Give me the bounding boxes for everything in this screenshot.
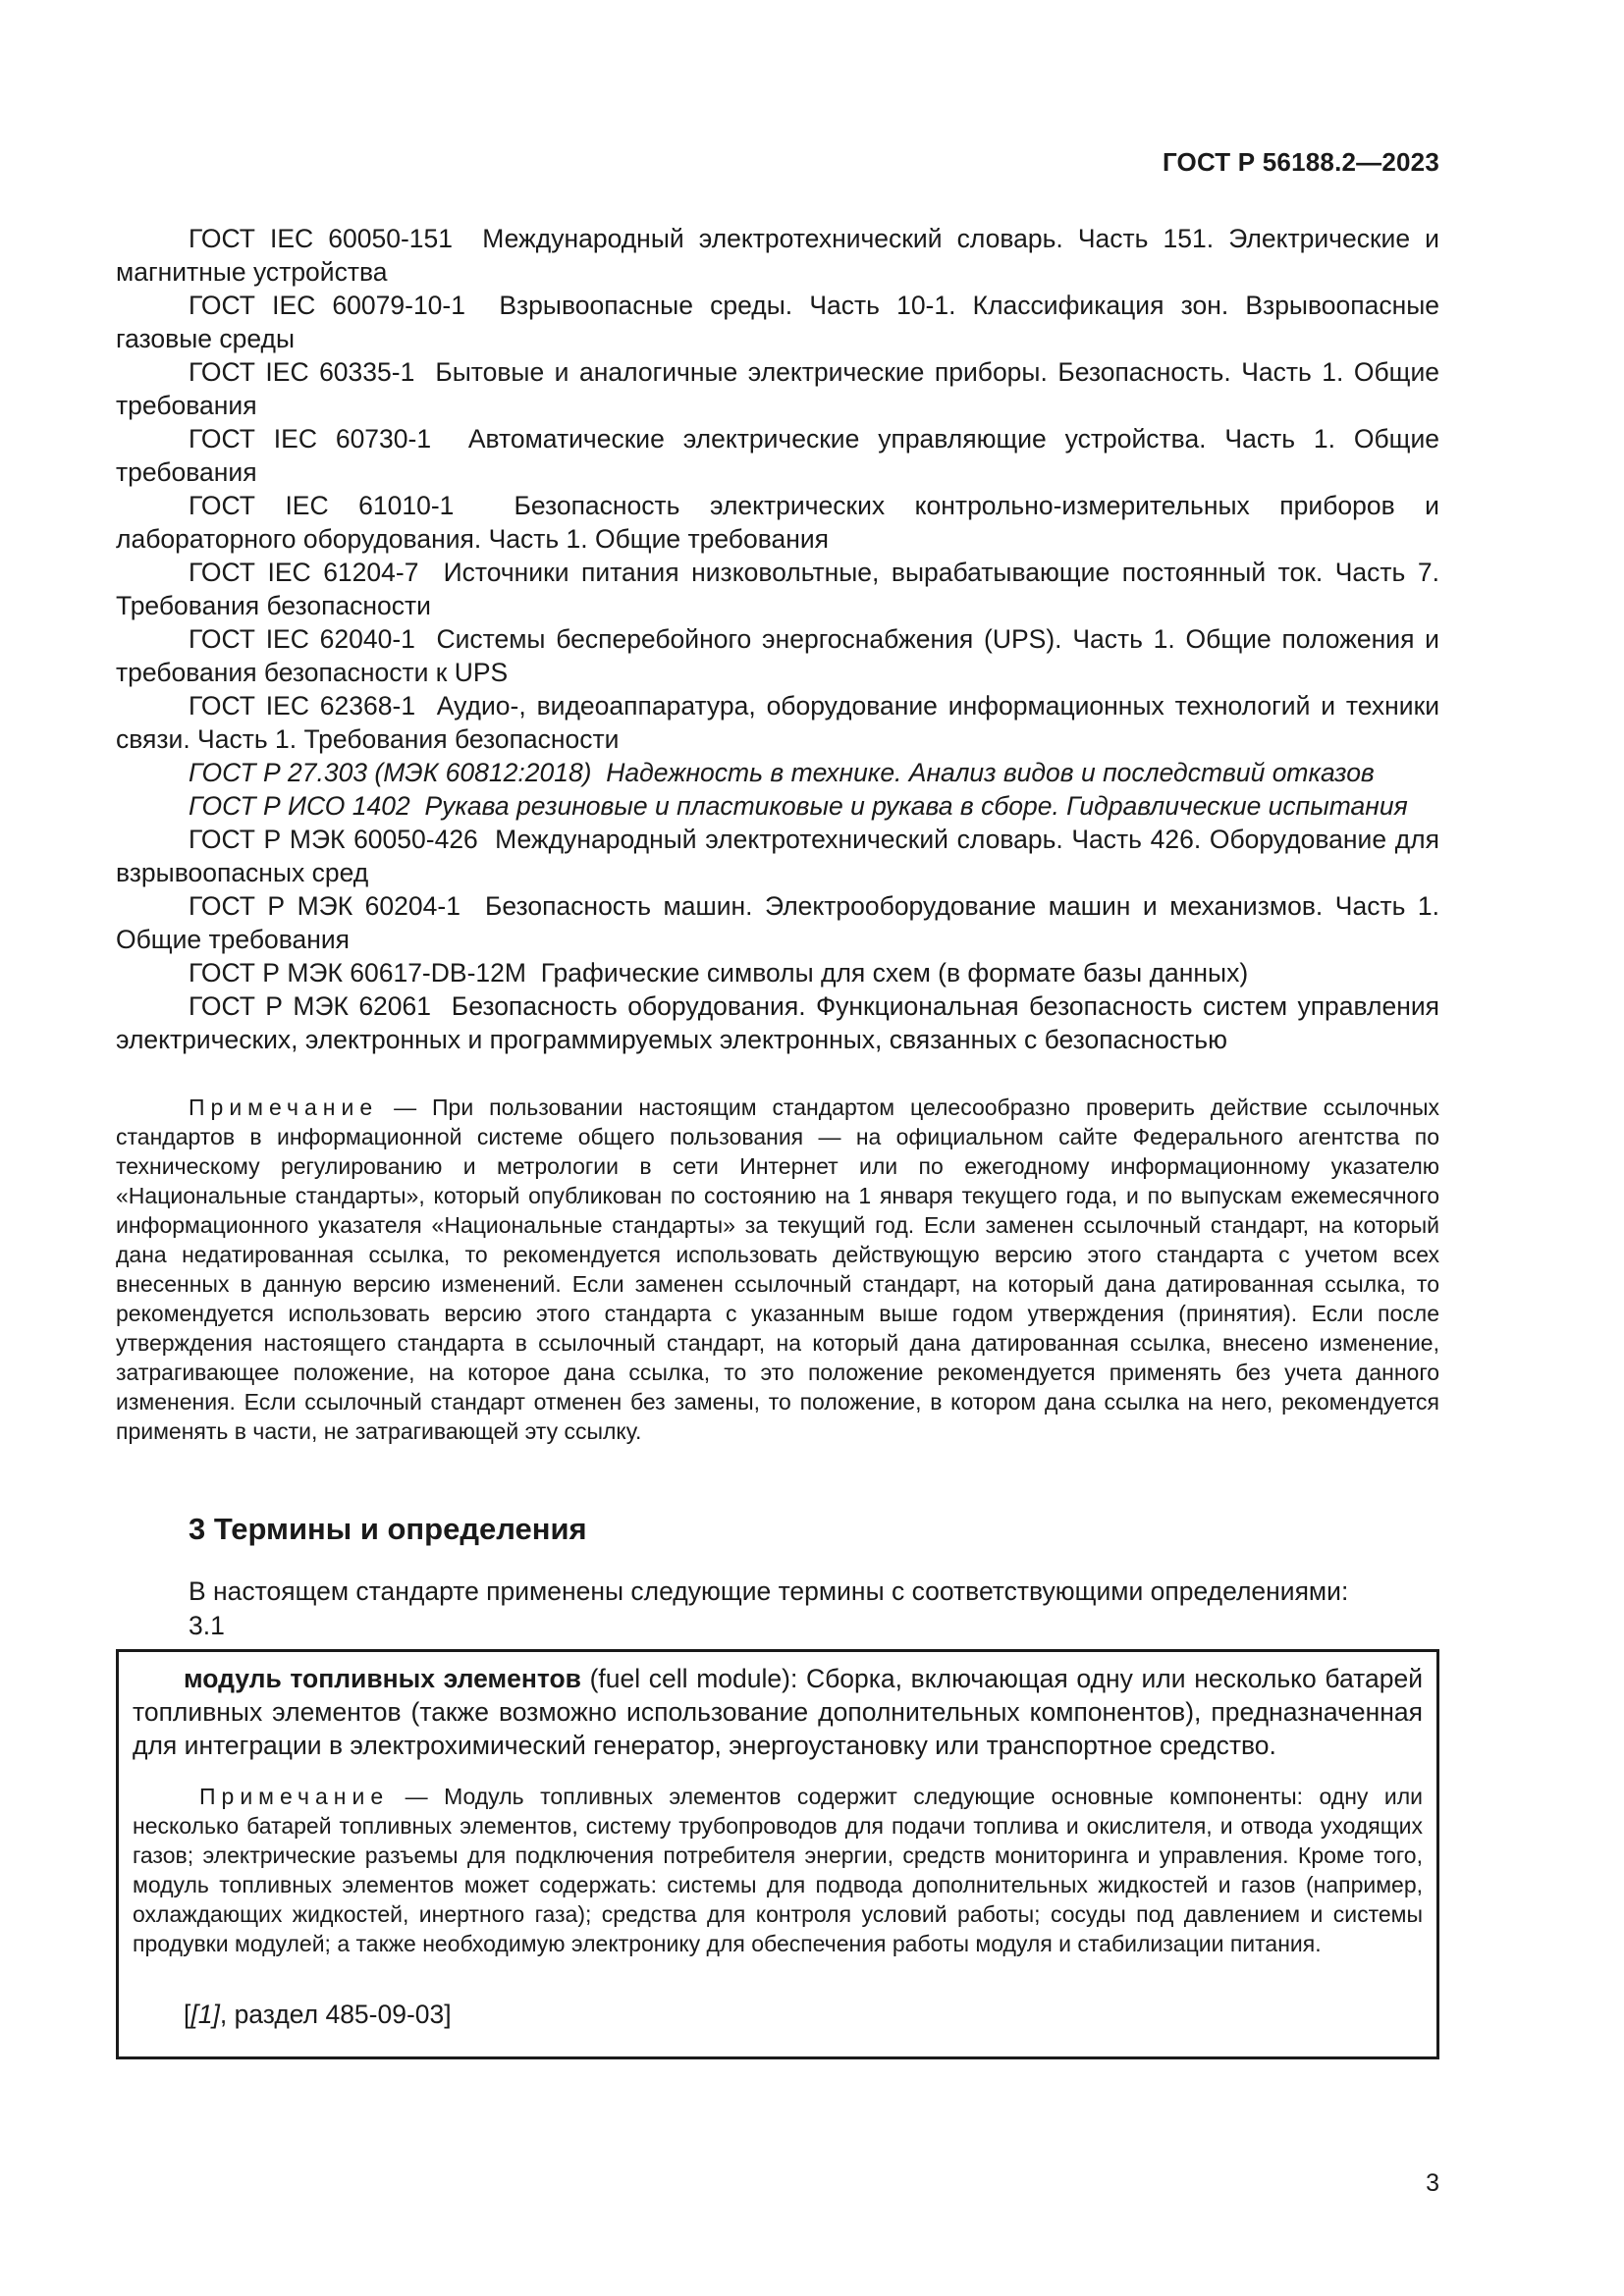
reference-item: ГОСТ IEC 62368-1 Аудио-, видеоаппаратура, оборудование информационных технологий и техники связи. Часть 1. Требования безопасности xyxy=(116,691,1440,754)
references-note xyxy=(116,1093,1439,1446)
term-name: модуль топливных элементов xyxy=(184,1664,581,1693)
reference-item: ГОСТ Р МЭК 60204-1 Безопасность машин. Электрооборудование машин и механизмов. Часть 1. Общие требования xyxy=(116,891,1439,954)
reference-item: ГОСТ Р МЭК 60617-DB-12M Графические символы для схем (в формате базы данных) xyxy=(189,958,1249,988)
note-label: Примечание xyxy=(189,1095,379,1120)
reference-item: ГОСТ IEC 60079-10-1 Взрывоопасные среды. Часть 10-1. Классификация зон. Взрывоопасные газовые среды xyxy=(116,291,1439,353)
section-intro xyxy=(189,1575,1439,1643)
reference-item: ГОСТ IEC 60050-151 Международный электротехнический словарь. Часть 151. Электрические и магнитные устройства xyxy=(116,224,1439,287)
reference-item: ГОСТ IEC 60335-1 Бытовые и аналогичные электрические приборы. Безопасность. Часть 1. Общие требования xyxy=(116,357,1440,420)
bibliography-link[interactable]: [1] xyxy=(190,2000,220,2029)
reference-item: ГОСТ IEC 60730-1 Автоматические электрические управляющие устройства. Часть 1. Общие требования xyxy=(116,424,1439,487)
term-definition xyxy=(133,1662,1423,1762)
term-number: 3.1 xyxy=(189,1611,225,1640)
term-definition-text: Сборка, включающая одну или несколько батарей топливных элементов (также возможно использование дополнительных компонентов), предназначенная для интеграции в электрохимический генератор, энергоустановку или транспортное средство. xyxy=(133,1664,1423,1760)
term-definition-box xyxy=(116,1649,1439,2059)
reference-item: ГОСТ Р ИСО 1402 Рукава резиновые и пластиковые и рукава в сборе. Гидравлические испытания xyxy=(189,791,1408,821)
reference-item: ГОСТ IEC 61204-7 Источники питания низковольтные, вырабатывающие постоянный ток. Часть 7. Требования безопасности xyxy=(116,558,1439,620)
section-title: 3 Термины и определения xyxy=(189,1512,587,1546)
reference-item: ГОСТ IEC 61010-1 Безопасность электрических контрольно-измерительных приборов и лабораторного оборудования. Часть 1. Общие требования xyxy=(116,491,1439,554)
term-note-label: Примечание xyxy=(199,1784,390,1809)
document-code-header: ГОСТ Р 56188.2—2023 xyxy=(1162,147,1439,177)
term-note xyxy=(133,1782,1423,1958)
term-source: [[1], раздел 485-09-03] xyxy=(184,2000,452,2029)
reference-item: ГОСТ Р МЭК 60050-426 Международный электротехнический словарь. Часть 426. Оборудование для взрывоопасных сред xyxy=(116,825,1439,887)
intro-text: В настоящем стандарте применены следующие термины с соответствующими определениями: xyxy=(189,1576,1349,1606)
reference-item: ГОСТ IEC 62040-1 Системы бесперебойного энергоснабжения (UPS). Часть 1. Общие положения и требования безопасности к UPS xyxy=(116,624,1439,687)
reference-item: ГОСТ Р МЭК 62061 Безопасность оборудования. Функциональная безопасность систем управления электрических, электронных и программируемых электронных, связанных с безопасностью xyxy=(116,991,1439,1054)
term-english: (fuel cell module): xyxy=(589,1664,798,1693)
term-note-text: — Модуль топливных элементов содержит следующие основные компоненты: одну или несколько батарей топливных элементов, систему трубопроводов для подачи топлива и окислителя, и отвода уходящих газов; электрические разъемы для подключения потребителя энергии, средств мониторинга и управления. Кроме того, модуль топливных элементов может содержать: системы для подвода дополнительных жидкостей и газов (например, охлаждающих жидкостей, инертного газа); средства для контроля условий работы; сосуды под давлением и системы продувки модулей; а также необходимую электронику для обеспечения работы модуля и стабилизации питания. xyxy=(133,1784,1424,1956)
note-text: — При пользовании настоящим стандартом целесообразно проверить действие ссылочных стандартов в информационной системе общего пользования — на официальном сайте Федерального агентства по техническому регулированию и метрологии в сети Интернет или по ежегодному информационному указателю «Национальные стандарты», который опубликован по состоянию на 1 января текущего года, и по выпускам ежемесячного информационного указателя «Национальные стандарты» за текущий год. Если заменен ссылочный стандарт, на который дана недатированная ссылка, то рекомендуется использовать действующую версию этого стандарта с учетом всех внесенных в данную версию изменений. Если заменен ссылочный стандарт, на который дана датированная ссылка, то рекомендуется использовать версию этого стандарта с указанным выше годом утверждения (принятия). Если после утверждения настоящего стандарта в ссылочный стандарт, на который дана датированная ссылка, внесено изменение, затрагивающее положение, на которое дана ссылка, то это положение рекомендуется применять без учета данного изменения. Если ссылочный стандарт отменен без замены, то положение, в котором дана ссылка на него, рекомендуется применять в части, не затрагивающей эту ссылку. xyxy=(116,1095,1439,1444)
normative-references-list xyxy=(116,222,1439,1056)
page-number: 3 xyxy=(1426,2169,1439,2197)
reference-item: ГОСТ Р 27.303 (МЭК 60812:2018) Надежность в технике. Анализ видов и последствий отказов xyxy=(189,758,1375,787)
